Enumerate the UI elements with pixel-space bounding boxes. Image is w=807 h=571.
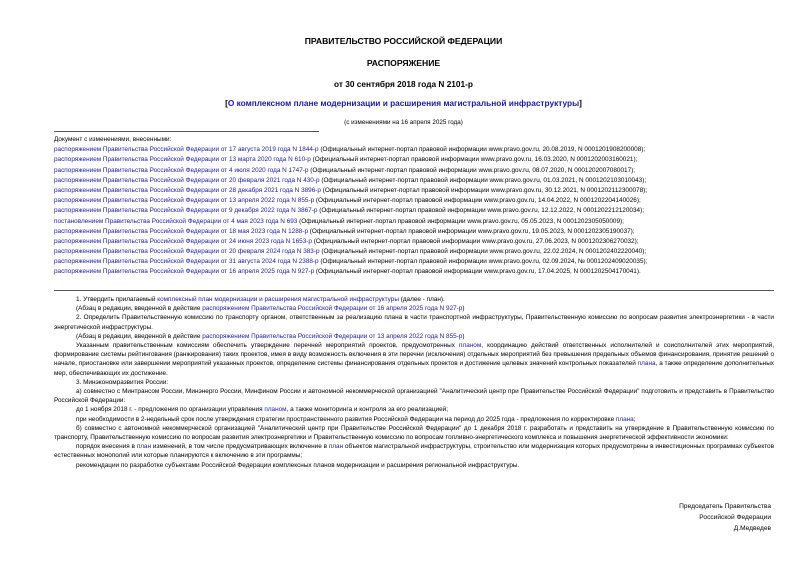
paragraph-1-note: [54, 304, 774, 313]
text: , а также определение дополнительных мер, обеспечивающих их достижение.: [54, 360, 774, 377]
amendment-source: (Официальный интернет-портал правовой информации www.pravo.gov.ru, 02.09.2024, № 0001202409020035);: [318, 258, 648, 266]
amendment-link[interactable]: распоряжением Правительства Российской Федерации от 16 апреля 2025 года N 927-р: [54, 268, 315, 276]
subject-bracket-open: [: [225, 98, 228, 108]
paragraph-9: [54, 442, 774, 460]
plan-link[interactable]: планом: [459, 342, 482, 350]
amendment-link[interactable]: распоряжением Правительства Российской Федерации от 4 июля 2020 года N 1747-р: [54, 166, 309, 174]
paragraph-6: [54, 405, 774, 414]
plan-link[interactable]: планом: [264, 406, 287, 414]
amendment-link[interactable]: распоряжением Правительства Российской Федерации от 9 декабря 2022 года N 3867-р: [54, 207, 318, 215]
paragraph-4: 3. Минэкономразвития России:: [76, 378, 169, 386]
amendment-source: (Официальный интернет-портал правовой информации www.pravo.gov.ru, 01.03.2021, N 0001202103010043);: [319, 176, 647, 184]
amendment-link[interactable]: распоряжением Правительства Российской Федерации от 13 апреля 2022 года N 855-р: [54, 197, 315, 205]
list-item: [54, 145, 774, 155]
amendment-link[interactable]: распоряжением Правительства Российской Федерации от 13 апреля 2022 года N 855-р: [202, 332, 463, 340]
text: (далее - план).: [398, 296, 445, 303]
subject-bracket-close: ]: [579, 98, 582, 108]
plan-link[interactable]: план: [136, 443, 152, 451]
text: объектов магистральной инфраструктуры, строительство или модернизация которых предусмотрены в инвестиционных программах субъектов естественных монополий или которые планируются к включению в эти программы;: [54, 443, 775, 460]
amendment-link[interactable]: распоряжением Правительства Российской Федерации от 16 апреля 2025 года N 927-р: [202, 305, 463, 313]
amendment-source: (Официальный интернет-портал правовой информации www.pravo.gov.ru, 27.06.2023, N 0001202306270032);: [311, 237, 639, 245]
amendment-source: (Официальный интернет-портал правовой информации www.pravo.gov.ru, 05.05.2023, N 0001202305050009);: [297, 217, 624, 225]
paragraph-7: [54, 415, 774, 424]
plan-link[interactable]: плана: [637, 360, 656, 368]
text: 1. Утвердить прилагаемый: [76, 296, 158, 303]
text: до 1 ноября 2018 г. - предложения по организации управления: [76, 406, 265, 414]
text: порядок внесения в: [76, 443, 137, 451]
paragraph-1: [54, 295, 774, 304]
list-item: [54, 196, 774, 206]
changes-list: [54, 135, 774, 278]
list-item: [54, 267, 774, 277]
list-item: [54, 155, 774, 165]
plan-link[interactable]: плана: [615, 415, 634, 423]
text: при необходимости в 2-недельный срок после утверждения стратегии пространственного развития Российской Федерации на период до 2025 года - предложения по корректировке: [76, 415, 616, 423]
amendment-link[interactable]: распоряжением Правительства Российской Федерации от 31 августа 2024 года N 2388-р: [54, 258, 319, 266]
list-item: [54, 176, 774, 186]
list-item: [54, 217, 774, 227]
list-item: [54, 206, 774, 216]
signature-block: [679, 501, 771, 534]
list-item: [54, 257, 774, 267]
paragraph-8: б) совместно с автономной некоммерческой организацией "Аналитический центр при Правительстве Российской Федерации" до 1 декабря 2018 г. разработать и представить на утверждение в Правительственную комиссию по транспорту, Правительственную комиссию по вопросам развития электроэнергетики и Правительственную комиссию по вопросам топливно-энергетического комплекса и повышения энергетической эффективности экономики:: [54, 424, 774, 442]
paragraph-10: рекомендации по разработке субъектами Российской Федерации комплексных планов модернизации и расширения региональной инфраструктуры.: [76, 461, 520, 469]
list-item: [54, 247, 774, 257]
signature-country: Российской Федерации: [699, 514, 771, 521]
government-title: ПРАВИТЕЛЬСТВО РОССИЙСКОЙ ФЕДЕРАЦИИ: [304, 36, 503, 46]
changes-intro: Документ с изменениями, внесенными:: [54, 136, 172, 143]
paragraph-2: 2. Определить Правительственную комиссию по транспорту органом, ответственным за реализацию плана в части транспортной инфраструктуры, Правительственную комиссию по вопросам развития электроэнергетики - в части энергетической инфраструктуры.: [54, 314, 774, 331]
amendment-link[interactable]: распоряжением Правительства Российской Федерации от 17 августа 2019 года N 1844-р: [54, 146, 319, 154]
divider-bottom: [54, 290, 774, 291]
amendment-link[interactable]: распоряжением Правительства Российской Федерации от 20 февраля 2021 года N 430-р: [54, 176, 320, 184]
amendment-source: (Официальный интернет-портал правовой информации www.pravo.gov.ru, 22.02.2024, N 0001202402220040);: [319, 248, 647, 256]
list-item: [54, 227, 774, 237]
paragraph-2-note: [54, 332, 774, 341]
document-body: [54, 295, 774, 470]
document-date-number: от 30 сентября 2018 года N 2101-р: [334, 79, 473, 89]
paragraph-3: [54, 341, 774, 378]
list-item: [54, 166, 774, 176]
document-type: РАСПОРЯЖЕНИЕ: [366, 58, 441, 68]
amendment-link[interactable]: распоряжением Правительства Российской Федерации от 24 июня 2023 года N 1653-р: [54, 237, 312, 245]
text: ): [462, 332, 465, 340]
amendment-link[interactable]: распоряжением Правительства Российской Федерации от 20 февраля 2024 года N 383-р: [54, 248, 320, 256]
amendment-source: (Официальный интернет-портал правовой информации www.pravo.gov.ru, 16.03.2020, N 0001202003160021);: [310, 156, 638, 164]
amendment-source: (Официальный интернет-портал правовой информации www.pravo.gov.ru, 08.07.2020, N 0001202007080017);: [308, 166, 636, 174]
amendment-source: (Официальный интернет-портал правовой информации www.pravo.gov.ru, 30.12.2021, N 0001202112300078);: [320, 186, 648, 194]
text: ;: [633, 415, 636, 423]
plan-link[interactable]: комплексный план модернизации и расширения магистральной инфраструктуры: [157, 296, 399, 303]
text: (Абзац в редакции, введенной в действие: [76, 332, 203, 340]
amendment-source: (Официальный интернет-портал правовой информации www.pravo.gov.ru, 17.04.2025, N 0001202504170041).: [314, 268, 641, 276]
amendment-link[interactable]: постановлением Правительства Российской Федерации от 4 мая 2023 года N 693: [54, 217, 298, 225]
text: , координацию действий ответственных исполнителей и соисполнителей этих мероприятий, формирование системы рейтингования (ранжирования) таких проектов, имея в виду возможность включения в эти перечни (исключения) отдельных мероприятий без превышения предельных объемов финансирования, принятие решений о начале, приостановке или завершении мероприятий указанных проектов, определение системы финансирования отдельных проектов и достижение целевых значений контрольных показателей: [54, 342, 774, 368]
subject-link[interactable]: О комплексном плане модернизации и расширения магистральной инфраструктуры: [227, 98, 580, 108]
signature-position: Председатель Правительства: [679, 503, 771, 510]
amendment-source: (Официальный интернет-портал правовой информации www.pravo.gov.ru, 20.08.2019, N 0001201908200008);: [318, 146, 646, 154]
list-item: [54, 237, 774, 247]
amendment-source: (Официальный интернет-портал правовой информации www.pravo.gov.ru, 12.12.2022, N 0001202212120034);: [317, 207, 644, 215]
amendment-link[interactable]: распоряжением Правительства Российской Федерации от 18 мая 2023 года N 1288-р: [54, 227, 309, 235]
text: , а также мониторинга и контроля за его реализацией;: [286, 406, 448, 414]
signature-name: Д.Медведев: [733, 525, 771, 532]
amendment-link[interactable]: распоряжением Правительства Российской Федерации от 28 декабря 2021 года N 3896-р: [54, 186, 321, 194]
divider-top: [54, 131, 319, 132]
plan-link[interactable]: план: [328, 443, 344, 451]
document-subject: [0, 98, 807, 108]
paragraph-5: а) совместно с Минтрансом России, Минэнерго России, Минфином России и автономной некоммерческой организацией "Аналитический центр при Правительстве Российской Федерации" подготовить и представить в Правительство Российской Федерации:: [54, 388, 774, 405]
list-item: [54, 186, 774, 196]
revision-note: (с изменениями на 16 апреля 2025 года): [344, 119, 463, 126]
text: (Абзац в редакции, введенной в действие: [76, 305, 203, 313]
text: Указанным правительственным комиссиям обеспечить утверждение перечней мероприятий проектов, предусмотренных: [76, 342, 460, 350]
text: ): [462, 305, 465, 313]
amendment-source: (Официальный интернет-портал правовой информации www.pravo.gov.ru, 19.05.2023, N 0001202305190037);: [308, 227, 635, 235]
amendment-source: (Официальный интернет-портал правовой информации www.pravo.gov.ru, 14.04.2022, N 0001202204140026);: [314, 197, 641, 205]
amendment-link[interactable]: распоряжением Правительства Российской Федерации от 13 марта 2020 года N 610-р: [54, 156, 311, 164]
text: изменений, в том числе предусматривающих включение в: [151, 443, 329, 451]
